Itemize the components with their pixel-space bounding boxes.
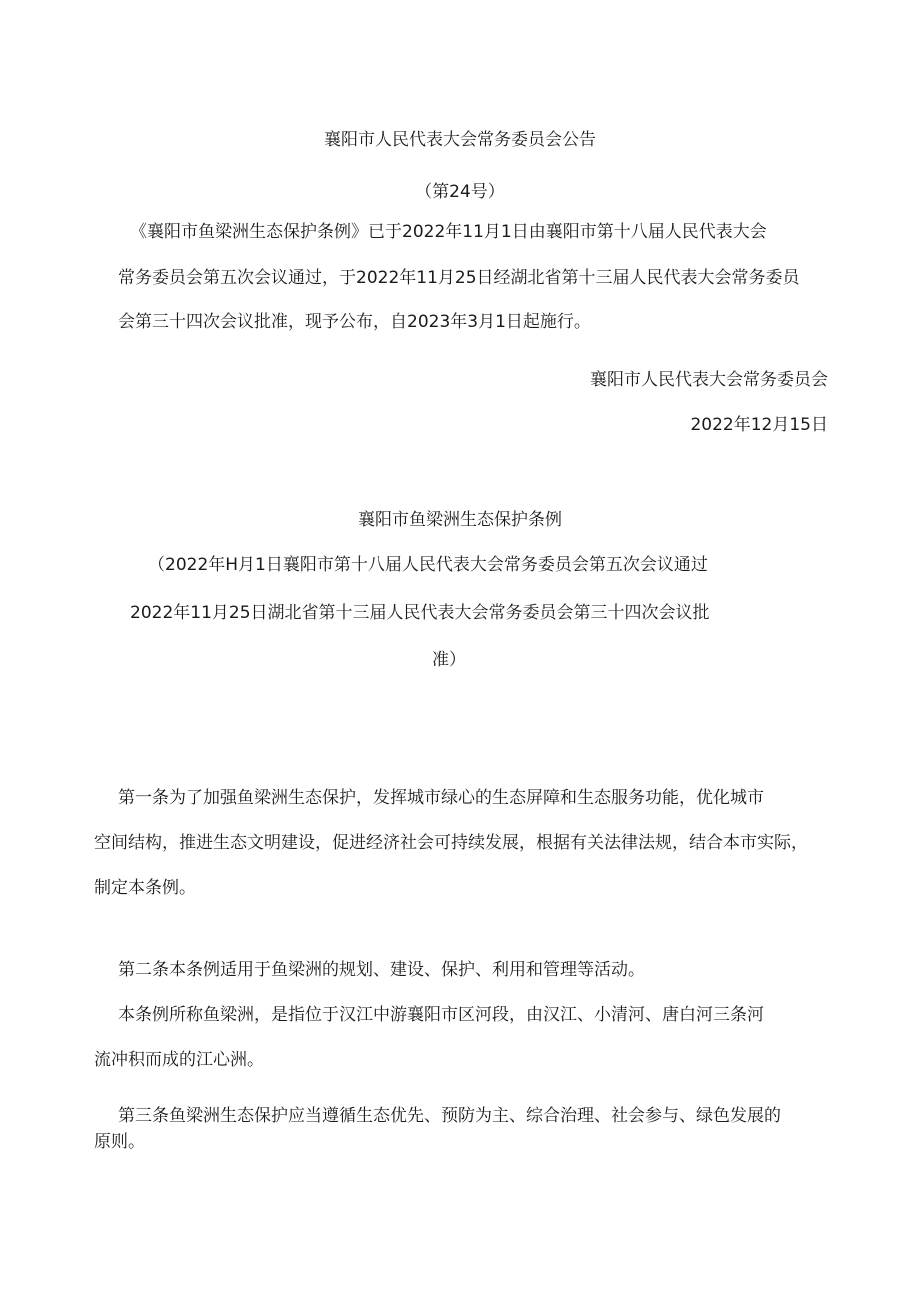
article-3-line: 原则。 — [94, 1132, 145, 1152]
article-2-line: 第二条本条例适用于鱼梁洲的规划、建设、保护、利用和管理等活动。 — [118, 960, 645, 980]
announcement-body-line: 会第三十四次会议批准，现予公布，自2023年3月1日起施行。 — [118, 312, 591, 332]
article-1-line: 制定本条例。 — [94, 878, 196, 898]
announcement-title: 襄阳市人民代表大会常务委员会公告 — [324, 130, 596, 150]
regulation-title: 襄阳市鱼梁洲生态保护条例 — [358, 510, 562, 530]
announcement-body-line: 常务委员会第五次会议通过，于2022年11月25日经湖北省第十三届人民代表大会常务委员 — [118, 268, 800, 288]
article-1-line: 第一条为了加强鱼梁洲生态保护，发挥城市绿心的生态屏障和生态服务功能，优化城市 — [118, 788, 764, 808]
announcement-date: 2022年12月15日 — [690, 415, 828, 435]
regulation-note-line: 2022年11月25日湖北省第十三届人民代表大会常务委员会第三十四次会议批 — [130, 603, 710, 623]
article-2-paragraph-line: 本条例所称鱼梁洲，是指位于汉江中游襄阳市区河段，由汉江、小清河、唐白河三条河 — [118, 1005, 764, 1025]
article-2-paragraph-line: 流冲积而成的江心洲。 — [94, 1050, 264, 1070]
announcement-signature: 襄阳市人民代表大会常务委员会 — [590, 370, 828, 390]
regulation-note-line: 准） — [432, 650, 466, 670]
regulation-note-line: （2022年H月1日襄阳市第十八届人民代表大会常务委员会第五次会议通过 — [148, 555, 708, 575]
article-3-line: 第三条鱼梁洲生态保护应当遵循生态优先、预防为主、综合治理、社会参与、绿色发展的 — [118, 1106, 781, 1126]
article-1-line: 空间结构，推进生态文明建设，促进经济社会可持续发展，根据有关法律法规，结合本市实际， — [94, 833, 808, 853]
announcement-number: （第24号） — [415, 182, 505, 202]
announcement-body-line: 《襄阳市鱼梁洲生态保护条例》已于2022年11月1日由襄阳市第十八届人民代表大会 — [130, 222, 767, 242]
